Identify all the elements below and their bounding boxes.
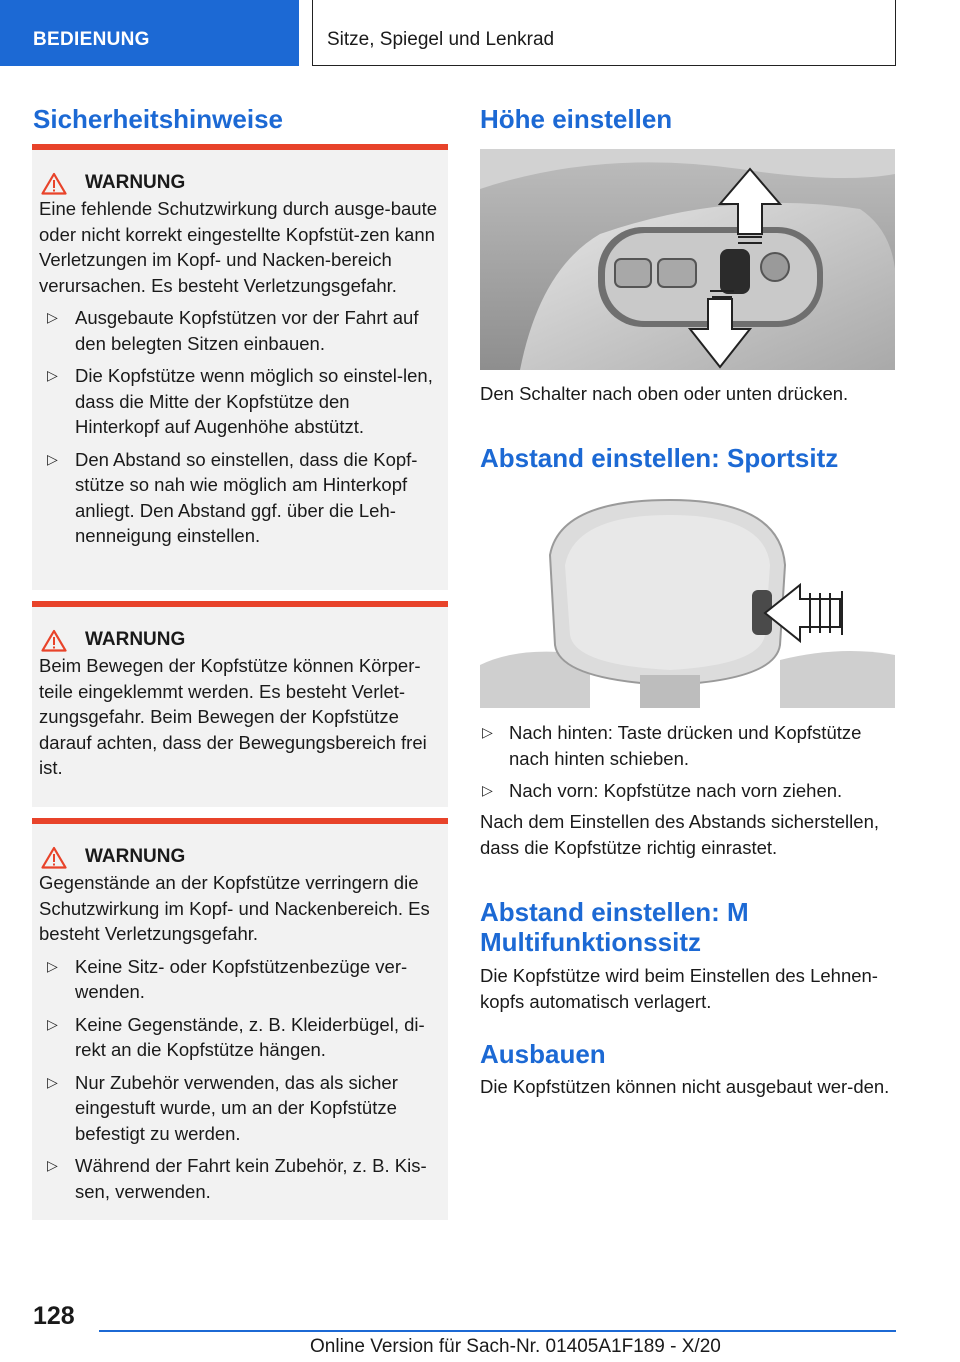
seat-switch-illustration xyxy=(480,149,895,370)
list-item: ▷ Den Abstand so einstellen, dass die Kopf-stütze so nah wie möglich am Hinterkopf anliegt. Den Abstand ggf. über die Leh-nenneigung einstellen. xyxy=(47,448,418,546)
list-item: ▷ Die Kopfstütze wenn möglich so einstel-len, dass die Mitte der Kopfstütze den Hinterkopf auf Augenhöhe abstützt. xyxy=(47,365,433,437)
seat-switch-image xyxy=(480,149,895,370)
multi-heading: Abstand einstellen: M Multifunktionssitz xyxy=(480,897,749,957)
chapter-tab xyxy=(312,0,896,66)
multi-text: Die Kopfstütze wird beim Einstellen des Lehnen-kopfs automatisch verlagert. xyxy=(480,965,878,1012)
sport-heading: Abstand einstellen: Sportsitz xyxy=(480,443,839,473)
warning-triangle-icon xyxy=(41,846,67,869)
list-item: ▷ Keine Gegenstände, z. B. Kleiderbügel, di-rekt an die Kopfstütze hängen. xyxy=(47,1013,425,1060)
sport-list xyxy=(480,720,900,811)
remove-heading: Ausbauen xyxy=(480,1039,606,1069)
warning-list xyxy=(39,954,438,1205)
bullet-icon: ▷ xyxy=(482,724,493,740)
footer-rule xyxy=(99,1330,896,1332)
section-tab xyxy=(0,0,299,66)
bullet-icon: ▷ xyxy=(47,367,58,383)
height-caption: Den Schalter nach oben oder unten drücken. xyxy=(480,383,849,404)
warning-title: WARNUNG xyxy=(85,629,186,650)
bullet-icon: ▷ xyxy=(47,450,58,467)
height-heading: Höhe einstellen xyxy=(480,104,673,134)
list-item: ▷ Während der Fahrt kein Zubehör, z. B. Kis-sen, verwenden. xyxy=(47,1155,427,1202)
bullet-icon: ▷ xyxy=(47,1073,58,1090)
warning-title: WARNUNG xyxy=(85,172,186,193)
bullet-icon: ▷ xyxy=(47,309,58,325)
page-number: 128 xyxy=(33,1302,75,1330)
sport-after-text: Nach dem Einstellen des Abstands sicherstellen, dass die Kopfstütze richtig einrastet. xyxy=(480,811,879,858)
list-item: ▷ Ausgebaute Kopfstützen vor der Fahrt auf den belegten Sitzen einbauen. xyxy=(47,307,419,354)
warning-box-3 xyxy=(32,818,448,1220)
safety-heading: Sicherheitshinweise xyxy=(33,104,283,134)
remove-text: Die Kopfstützen können nicht ausgebaut wer-den. xyxy=(480,1076,890,1097)
warning-triangle-icon xyxy=(41,172,67,195)
warning-text: Eine fehlende Schutzwirkung durch ausge-baute oder nicht korrekt eingestellte Kopfstüt-zen kann Verletzungen im Kopf- und Nacken-bereich verursachen. Es besteht Verletzungsgefahr. xyxy=(39,198,438,296)
warning-box-2 xyxy=(32,601,448,807)
list-item: ▷ Keine Sitz- oder Kopfstützenbezüge ver-wenden. xyxy=(47,955,408,1002)
chapter-label: Sitze, Spiegel und Lenkrad xyxy=(327,29,555,50)
warning-title: WARNUNG xyxy=(85,846,186,867)
section-label: BEDIENUNG xyxy=(33,29,150,50)
warning-text: Gegenstände an der Kopfstütze verringern die Schutzwirkung im Kopf- und Nackenbereich. Es besteht Verletzungsgefahr. xyxy=(39,872,430,944)
bullet-icon: ▷ xyxy=(47,1015,58,1032)
bullet-icon: ▷ xyxy=(47,957,58,974)
warning-triangle-icon xyxy=(41,629,67,652)
headrest-image xyxy=(480,495,895,708)
warning-list xyxy=(39,305,438,549)
footer-text: Online Version für Sach-Nr. 01405A1F189 - X/20 xyxy=(310,1336,721,1357)
headrest-illustration xyxy=(480,495,895,708)
list-item: ▷ Nach vorn: Kopfstütze nach vorn ziehen. xyxy=(480,778,900,804)
list-item: ▷ Nur Zubehör verwenden, das als sicher eingestuft wurde, um an der Kopfstütze befestigt zu werden. xyxy=(47,1071,398,1144)
bullet-icon: ▷ xyxy=(47,1157,58,1173)
list-item: ▷ Nach hinten: Taste drücken und Kopfstütze nach hinten schieben. xyxy=(482,722,862,769)
bullet-icon: ▷ xyxy=(482,782,493,798)
warning-box-1 xyxy=(32,144,448,590)
warning-text: Beim Bewegen der Kopfstütze können Körper-teile eingeklemmt werden. Es besteht Verlet-zungsgefahr. Beim Bewegen der Kopfstütze darauf achten, dass der Bewegungsbereich frei ist. xyxy=(39,655,427,778)
